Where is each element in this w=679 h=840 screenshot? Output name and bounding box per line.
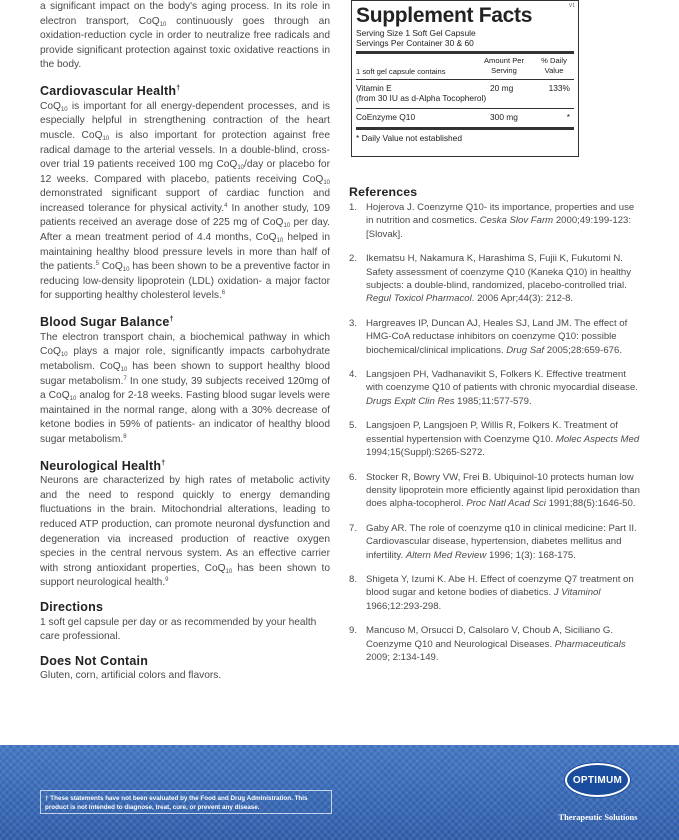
reference-item: 9. Mancuso M, Orsucci D, Calsolaro V, Choub A, Siciliano G. Coenzyme Q10 and Neurological Diseases. Pharmaceuticals 2009; 2:134-149.	[349, 625, 626, 663]
directions-text: 1 soft gel capsule per day or as recommended by your health care professional.	[40, 616, 317, 643]
reference-item: 8. Shigeta Y, Izumi K. Abe H. Effect of coenzyme Q7 treatment on blood sugar and ketone bodies of diabetics. J Vitaminol 1966;12:293-298.	[349, 573, 634, 612]
references-heading: References	[349, 185, 418, 199]
facts-version: V1	[568, 3, 575, 9]
references-list	[349, 201, 643, 664]
references-section	[349, 185, 643, 675]
cardio-paragraph: CoQ$_{10}$ is important for all energy-dependent processes, and is especially helpful in strengthening contraction of the heart muscle. CoQ$_{10}$ is also important for protection against free radical damage to the arterial vessels. In a double-blind, cross-over trial 19 patients received 100 mg CoQ$_{10}$/day or placebo for 12 weeks. Compared with placebo, patients receiving CoQ$_{10}$ demonstrated significant support of cardiac function and increased tolerance for physical activity.$^4$ In another study, 109 patients received an average dose of 225 mg of CoQ$_{10}$ per day. After a mean treatment period of 4.4 months, CoQ$_{10}$ helped in maintaining healthy blood pressure levels in more than half of the patients.$^5$ CoQ$_{10}$ has been shown to be a preventive factor in reducing low-density lipoprotein (LDL) oxidation- a major factor for supporting healthy cholesterol levels.$^6$	[40, 100, 331, 302]
facts-col-amount: Amount Per Serving	[483, 56, 525, 75]
serving-size: Serving Size 1 Soft Gel Capsule	[356, 28, 476, 38]
intro-paragraph: a significant impact on the body's aging process. In its role in electron transport, CoQ$_{10}$ continuously goes through an oxidation-reduction cycle in order to neutralize free radicals and provide significant protection against toxic oxidative reactions in the body.	[40, 1, 330, 71]
sugar-paragraph: The electron transport chain, a biochemical pathway in which CoQ$_{10}$ plays a major role, significantly impacts carbohydrate metabolism. CoQ$_{10}$ has been shown to support healthy blood sugar metabolism.$^7$ In one study, 39 subjects received 120mg of a CoQ$_{10}$ analog for 2-18 weeks. Fasting blood sugar levels were maintained in the normal range, along with a 30% decrease of ketone bodies in 59% of patients- an indicator of healthy blood sugar metabolism.$^8$	[40, 331, 331, 445]
reference-item: 5. Langsjoen P, Langsjoen P, Willis R, Folkers K. Treatment of essential hypertension with Coenzyme Q10. Molec Aspects Med 1994;15(Suppl):S265-S272.	[349, 420, 640, 459]
facts-row-coq10: CoEnzyme Q10 300 mg *	[356, 112, 570, 122]
neuro-paragraph: Neurons are characterized by high rates of metabolic activity and the need to respond quickly to energy demanding fluctuations in the brain. Mitochondrial alterations, leading to reduced ATP production, can promote neuronal dysfunction and degeneration via increased production of reactive oxygen species in the central nervous system. As an effective carrier with strong antioxidant properties, CoQ$_{10}$ has been shown to support neurological health.$^9$	[40, 475, 330, 589]
reference-item: 3. Hargreaves IP, Duncan AJ, Heales SJ, Land JM. The effect of HMG-CoA reductase inhibitors on coenzyme Q10: possible biochemical/clinical implications. Drug Saf 2005;28:659-676.	[349, 317, 628, 356]
brand-logo	[553, 763, 666, 833]
facts-footnote: * Daily Value not established	[356, 133, 462, 143]
cardio-heading: Cardiovascular Health†	[40, 84, 181, 99]
reference-item: 4. Langsjoen PH, Vadhanavikit S, Folkers K. Effective treatment with coenzyme Q10 of patients with chronic myocardial disease. Drugs Explt Clin Res 1985;11:577-579.	[349, 369, 638, 407]
reference-item: 1. Hojerova J. Coenzyme Q10- its importance, properties and use in nutrition and cosmetics. Ceska Slov Farm 2000;49:199-123: [Slovak].	[349, 202, 635, 240]
not-contain-text: Gluten, corn, artificial colors and flavors.	[40, 670, 222, 682]
footer-banner	[0, 745, 679, 840]
directions-heading: Directions	[40, 600, 104, 615]
reference-item: 2. Ikematsu H, Nakamura K, Harashima S, Fujii K, Fukutomi N. Safety assessment of coenzyme Q10 (Kaneka Q10) in healthy subjects: a double-blind, randomized, placebo-controlled trial. Regul Toxicol Pharmacol. 2006 Apr;44(3): 212-8.	[349, 253, 632, 305]
logo-tagline: Therapeutic Solutions	[558, 813, 638, 822]
reference-item: 6. Stocker R, Bowry VW, Frei B. Ubiquinol-10 protects human low density lipoprotein more efficiently against lipid peroxidation than does alpha-tocopherol. Proc Natl Acad Sci 1991;88(5):1646-50.	[349, 471, 640, 510]
facts-title: Supplement Facts	[356, 4, 533, 27]
logo-oval: OPTIMUM	[565, 763, 630, 797]
reference-item: 7. Gaby AR. The role of coenzyme q10 in clinical medicine: Part II. Cardiovascular disease, hypertension, diabetes mellitus and infertility. Altern Med Review 1996; 1(3): 168-175.	[349, 522, 637, 561]
facts-header-row	[356, 54, 574, 79]
not-contain-heading: Does Not Contain	[40, 653, 149, 668]
facts-col-contains: 1 soft gel capsule contains	[356, 67, 446, 76]
neuro-heading: Neurological Health†	[40, 458, 166, 473]
facts-col-dv: % Daily Value	[541, 56, 567, 75]
sugar-heading: Blood Sugar Balance†	[40, 315, 174, 330]
facts-row-vitamin-e: Vitamin E (from 30 IU as d-Alpha Tocopherol) 20 mg 133%	[356, 83, 570, 103]
supplement-facts-panel	[351, 0, 579, 157]
fda-disclaimer: † These statements have not been evaluated by the Food and Drug Administration. This product is not intended to diagnose, treat, cure, or prevent any disease.	[40, 790, 332, 814]
servings-per-container: Servings Per Container 30 & 60	[356, 38, 474, 48]
left-column	[40, 0, 330, 684]
